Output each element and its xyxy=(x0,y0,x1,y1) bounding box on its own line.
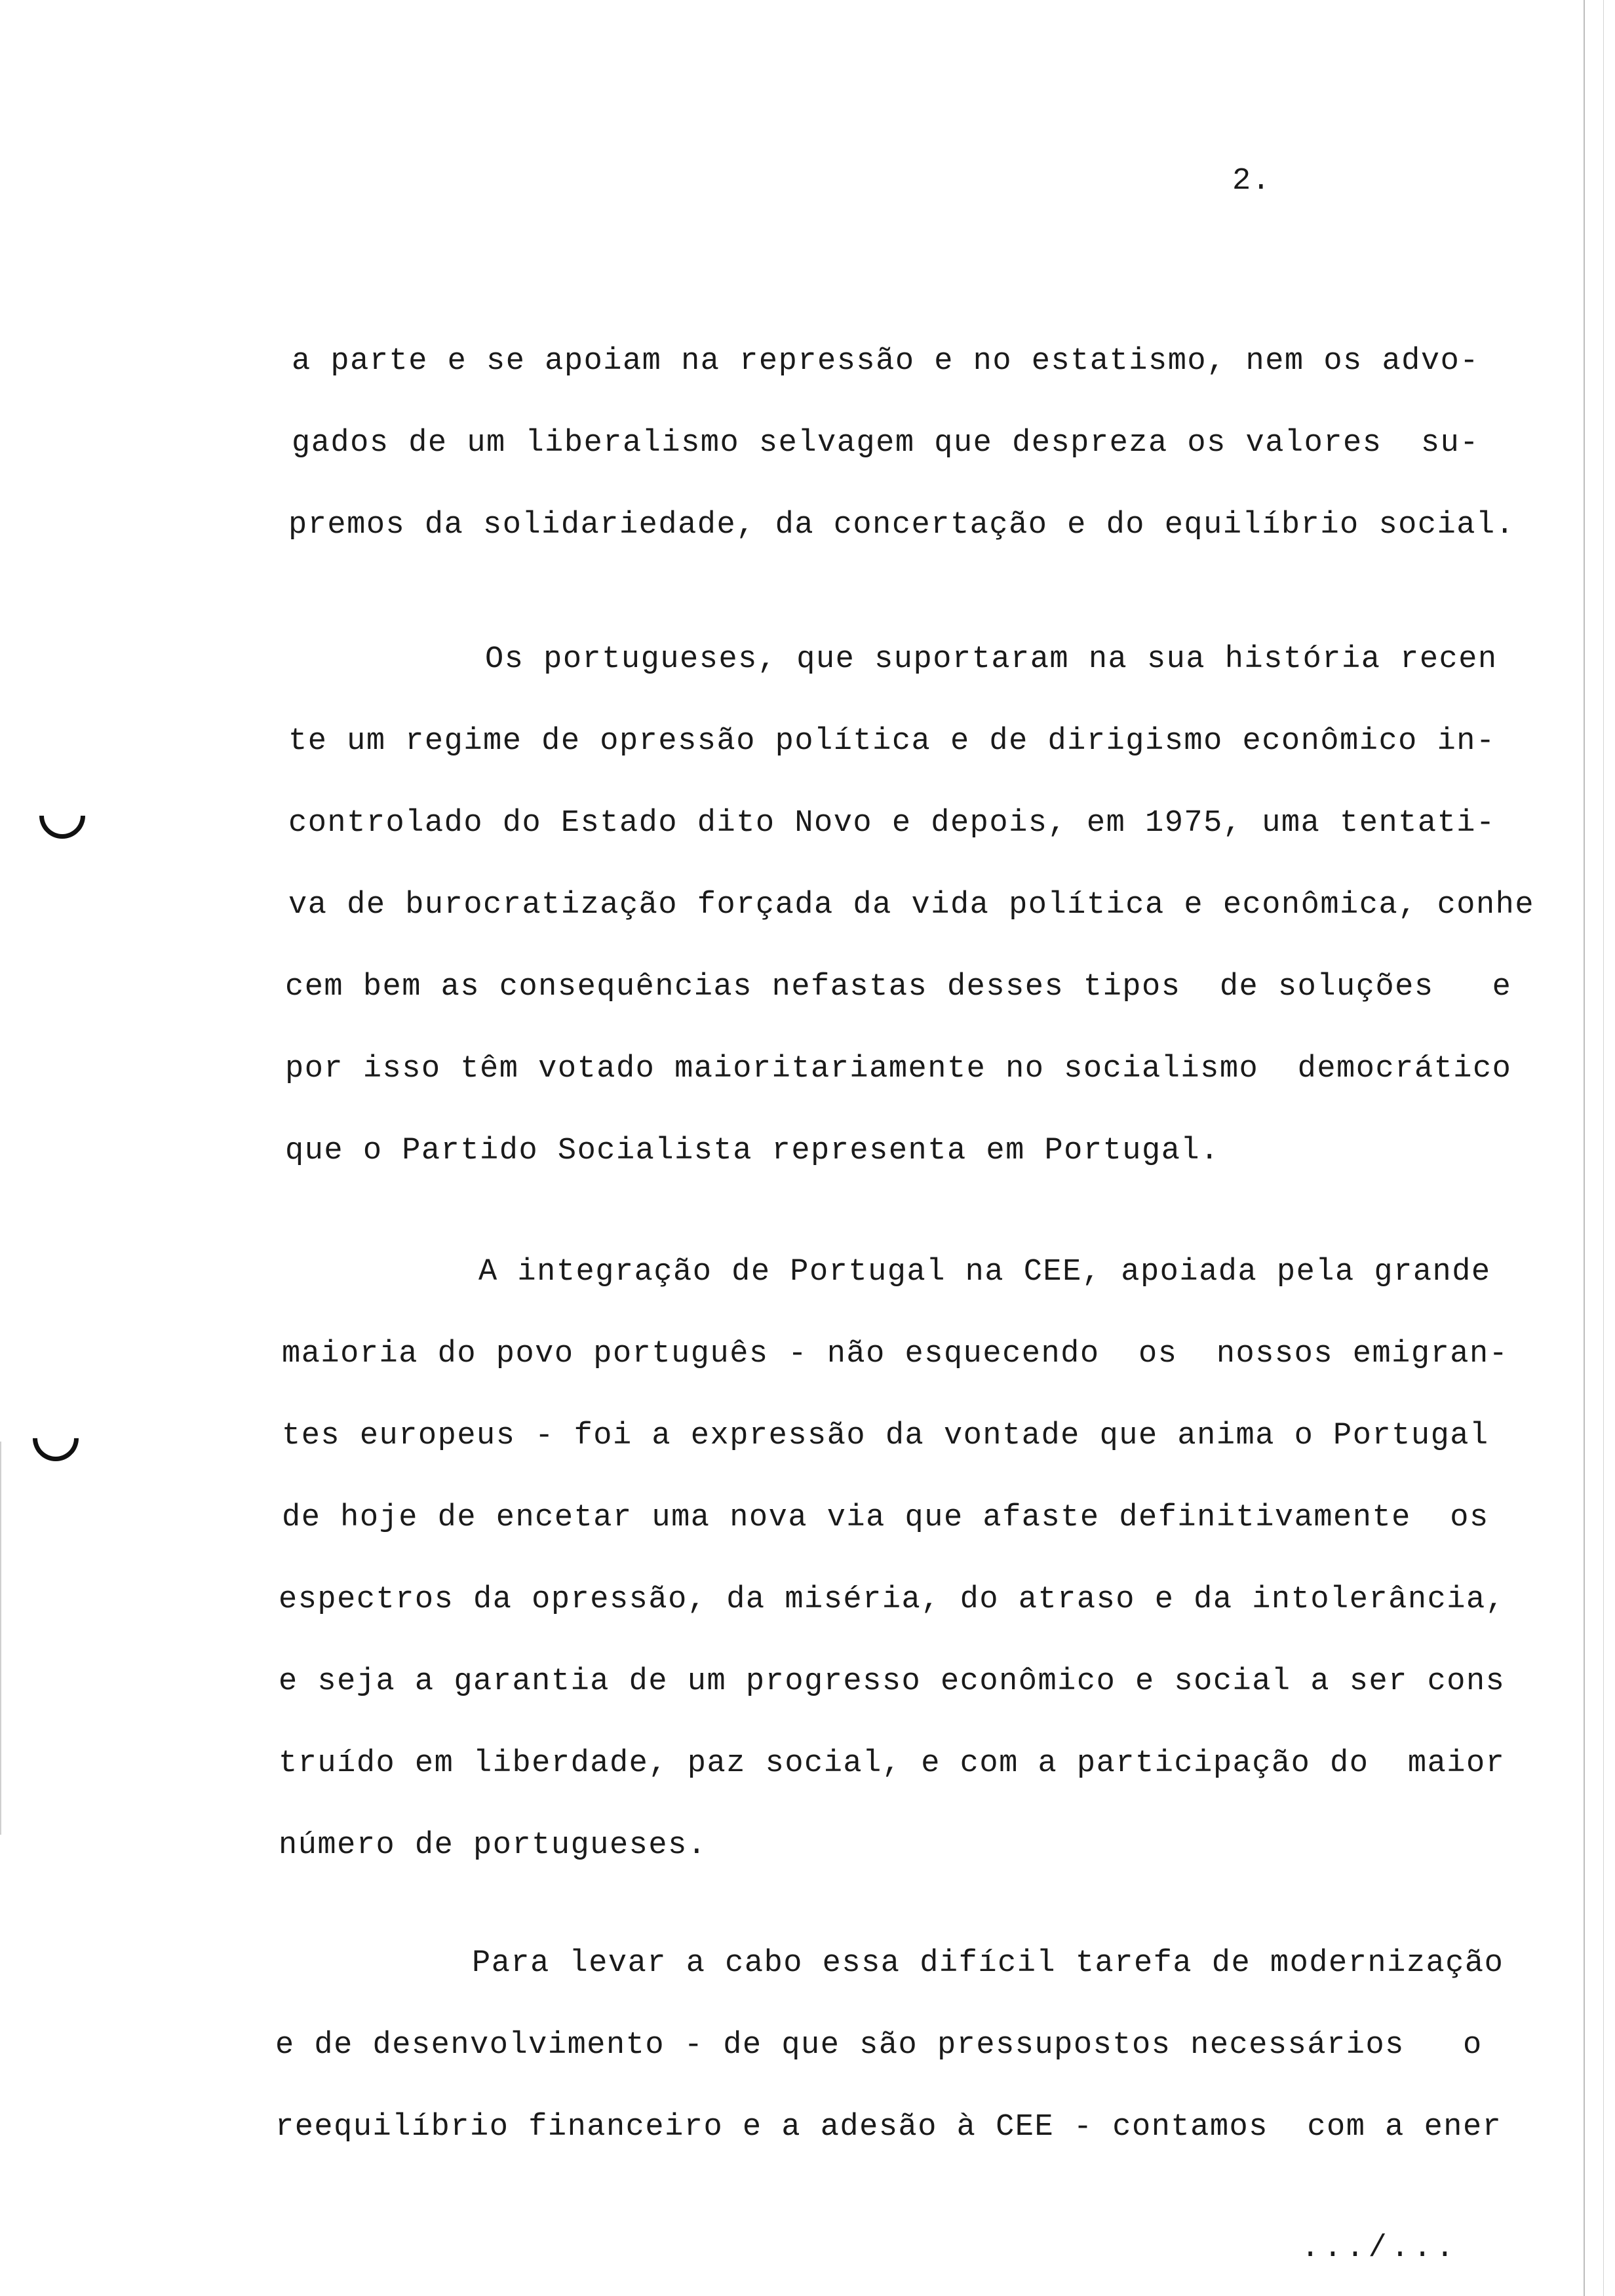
page-number: 2. xyxy=(1232,164,1272,199)
text-line: maioria do povo português - não esquecendo os nossos emigran- xyxy=(282,1337,1509,1371)
text-line: Os portugueses, que suportaram na sua história recen xyxy=(485,642,1498,677)
text-line: cem bem as consequências nefastas desses tipos de soluções e xyxy=(285,970,1512,1004)
text-line: A integração de Portugal na CEE, apoiada pela grande xyxy=(478,1255,1491,1290)
punch-hole-mark-icon xyxy=(30,784,95,849)
text-line: reequilíbrio financeiro e a adesão à CEE - contamos com a ener xyxy=(275,2110,1502,2145)
text-line: e seja a garantia de um progresso econômico e social a ser cons xyxy=(279,1664,1506,1699)
text-line: Para levar a cabo essa difícil tarefa de modernização xyxy=(472,1946,1504,1981)
text-line: a parte e se apoiam na repressão e no estatismo, nem os advo- xyxy=(292,344,1479,379)
text-line: que o Partido Socialista representa em Portugal. xyxy=(285,1134,1220,1168)
text-line: te um regime de opressão política e de dirigismo econômico in- xyxy=(288,724,1496,759)
continuation-mark: .../... xyxy=(1301,2231,1458,2266)
punch-hole-mark-icon xyxy=(24,1406,88,1471)
text-line: truído em liberdade, paz social, e com a participação do maior xyxy=(279,1746,1506,1781)
text-line: número de portugueses. xyxy=(279,1828,707,1863)
text-line: por isso têm votado maioritariamente no socialismo democrático xyxy=(285,1052,1512,1086)
text-line: de hoje de encetar uma nova via que afaste definitivamente os xyxy=(282,1501,1489,1535)
page-edge-line-outer xyxy=(1603,0,1604,2296)
text-line: va de burocratização forçada da vida política e econômica, conhe xyxy=(288,888,1535,923)
text-line: gados de um liberalismo selvagem que despreza os valores su- xyxy=(292,426,1479,461)
page-left-edge-line xyxy=(0,1442,1,1835)
text-line: espectros da opressão, da miséria, do atraso e da intolerância, xyxy=(279,1582,1506,1617)
page-edge-line xyxy=(1584,0,1585,2296)
text-line: premos da solidariedade, da concertação e do equilíbrio social. xyxy=(288,508,1515,543)
text-line: tes europeus - foi a expressão da vontade que anima o Portugal xyxy=(282,1419,1489,1453)
text-line: controlado do Estado dito Novo e depois, em 1975, uma tentati- xyxy=(288,806,1496,841)
text-line: e de desenvolvimento - de que são pressupostos necessários o xyxy=(275,2028,1483,2063)
